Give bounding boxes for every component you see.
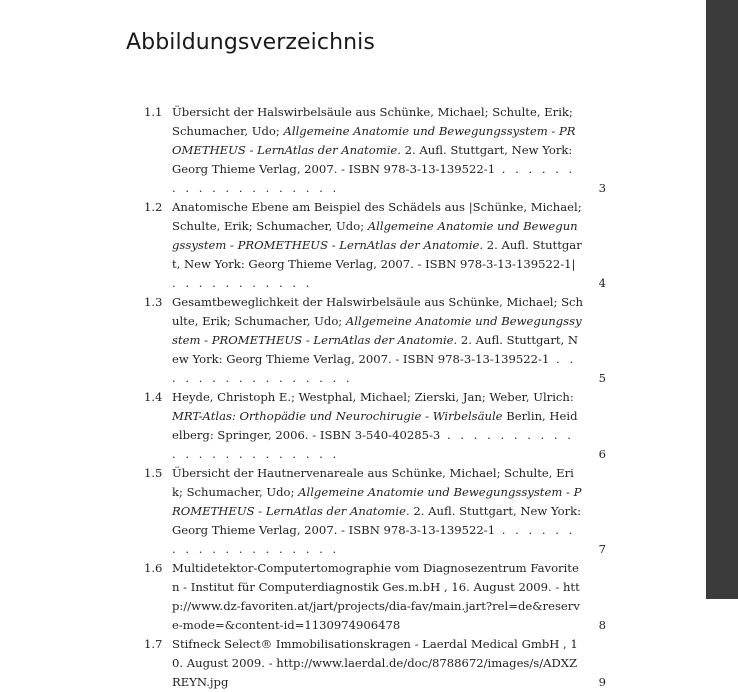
figure-number: 1.6 [144, 561, 163, 575]
figure-number: 1.4 [144, 390, 163, 404]
page-number: 9 [598, 675, 606, 689]
page-title: Abbildungsverzeichnis [126, 30, 375, 55]
page-number: 6 [598, 447, 606, 461]
page-number: 5 [598, 371, 606, 385]
list-item[interactable] [144, 198, 606, 293]
list-item[interactable] [144, 388, 606, 464]
figure-number: 1.5 [144, 466, 163, 480]
page-number: 7 [598, 542, 606, 556]
leader-dots: . . . . . . . . . . . . . . . . . . . . . . . [172, 428, 574, 461]
list-item[interactable] [144, 559, 606, 635]
leader-dots: . . . . . . . . . . . [172, 276, 313, 290]
figure-number: 1.2 [144, 200, 163, 214]
list-item[interactable] [144, 635, 606, 692]
figure-caption: Stifneck Select® Immobilisationskragen - Laerdal Medical GmbH , 10. August 2009. - http://www.laerdal.de/doc/8788672/images/s/ADXZREYN.jpg [172, 637, 578, 689]
list-item[interactable] [144, 293, 606, 388]
figure-caption: Übersicht der Hautnervenareale aus Schünke, Michael; Schulte, Erik; Schumacher, Udo; Allgemeine Anatomie und Bewegungssystem - PROMETHEUS - LernAtlas der Anatomie. 2. Aufl. Stuttgart, New York: Georg Thieme Verlag, 2007. - ISBN 978-3-13-139522-1 . . . . . . . . . . . . . . . . . . . [172, 466, 582, 556]
figure-caption: Übersicht der Halswirbelsäule aus Schünke, Michael; Schulte, Erik; Schumacher, Udo; Allgemeine Anatomie und Bewegungssystem - PROMETHEUS - LernAtlas der Anatomie. 2. Aufl. Stuttgart, New York: Georg Thieme Verlag, 2007. - ISBN 978-3-13-139522-1 . . . . . . . . . . . . . . . . . . . [172, 105, 576, 195]
leader-dots: . . . . . . . . . . . . . . . . . . . [172, 523, 576, 556]
figure-caption: Anatomische Ebene am Beispiel des Schädels aus |Schünke, Michael; Schulte, Erik; Schumacher, Udo; Allgemeine Anatomie und Bewegungssystem - PROMETHEUS - LernAtlas der Anatomie. 2. Aufl. Stuttgart, New York: Georg Thieme Verlag, 2007. - ISBN 978-3-13-139522-1| . . . . . . . . . . . [172, 200, 582, 290]
list-of-figures [144, 103, 606, 692]
leader-dots: . . . . . . . . . . . . . . . . [172, 352, 577, 385]
figure-number: 1.3 [144, 295, 163, 309]
figure-number: 1.7 [144, 637, 163, 651]
page-number: 4 [598, 276, 606, 290]
list-item[interactable] [144, 103, 606, 198]
list-item[interactable] [144, 464, 606, 559]
figure-caption: Gesamtbeweglichkeit der Halswirbelsäule aus Schünke, Michael; Schulte, Erik; Schumacher, Udo; Allgemeine Anatomie und Bewegungssystem - PROMETHEUS - LernAtlas der Anatomie. 2. Aufl. Stuttgart, New York: Georg Thieme Verlag, 2007. - ISBN 978-3-13-139522-1 . . . . . . . . . . . . . . . . [172, 295, 584, 385]
figure-caption: Heyde, Christoph E.; Westphal, Michael; Zierski, Jan; Weber, Ulrich: MRT-Atlas: Orthopädie und Neurochirugie - Wirbelsäule Berlin, Heidelberg: Springer, 2006. - ISBN 3-540-40285-3 . . . . . . . . . . . . . . . . . . . . . . . [172, 390, 578, 461]
page-number: 8 [598, 618, 606, 632]
viewer-scrollbar[interactable] [706, 0, 738, 599]
figure-caption: Multidetektor-Computertomographie vom Diagnosezentrum Favoriten - Institut für Computerdiagnostik Ges.m.bH , 16. August 2009. - http://www.dz-favoriten.at/jart/projects/dia-fav/main.jart?rel=de&reserve-mode=&content-id=1130974906478 [172, 561, 580, 632]
leader-dots: . . . . . . . . . . . . . . . . . . . [172, 162, 576, 195]
figure-number: 1.1 [144, 105, 163, 119]
page-number: 3 [598, 181, 606, 195]
